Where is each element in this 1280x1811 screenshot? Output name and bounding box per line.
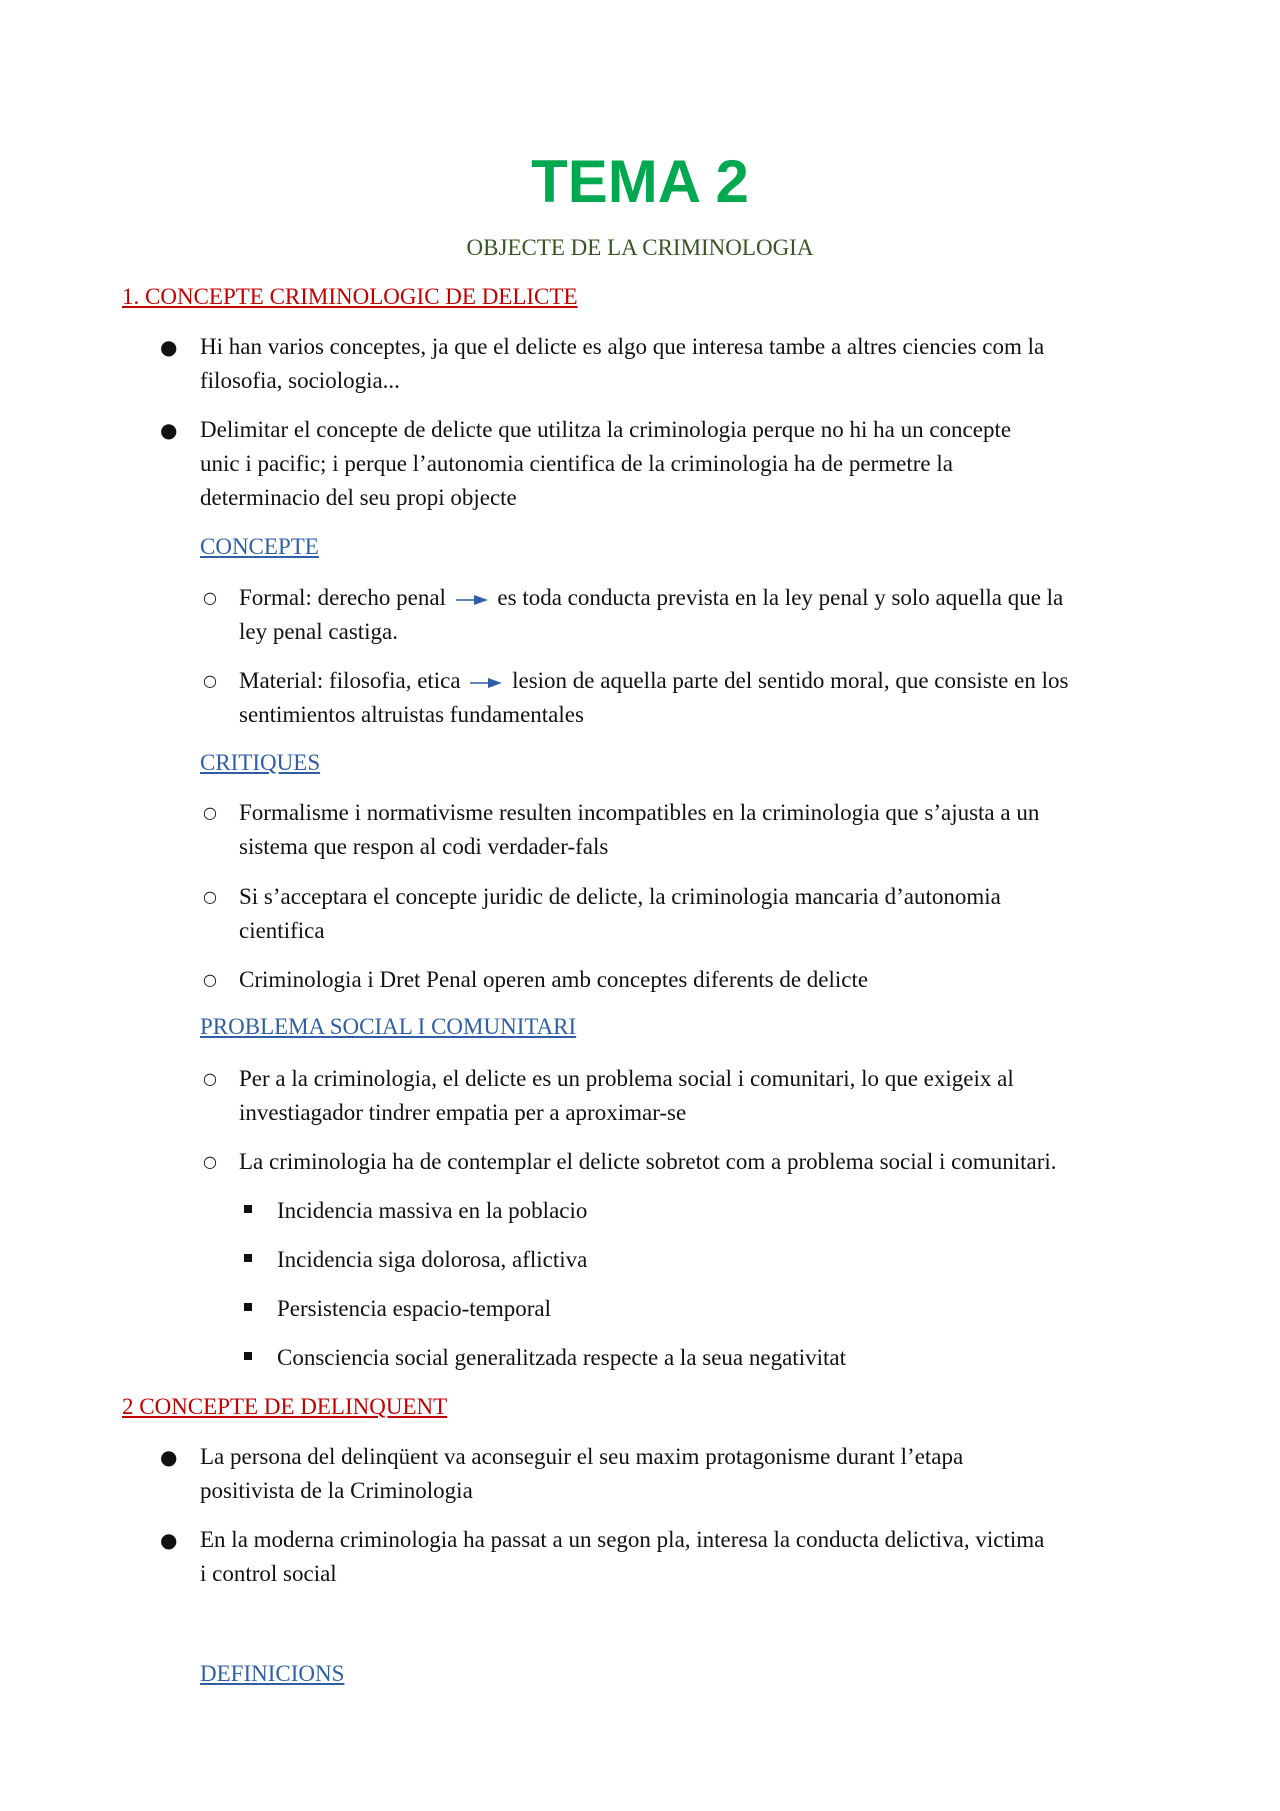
list-item: Formal: derecho penal es toda conducta prevista en la ley penal y solo aquella que la ley penal castiga. <box>239 585 1064 644</box>
bullet-circle-icon: ○ <box>203 887 217 906</box>
bullet-circle-icon: ○ <box>203 1152 217 1171</box>
bullet-disc-icon: ● <box>160 418 178 442</box>
list-item: Criminologia i Dret Penal operen amb conceptes diferents de delicte <box>239 967 869 992</box>
list-item: La criminologia ha de contemplar el delicte sobretot com a problema social i comunitari. <box>239 1149 1057 1174</box>
bullet-circle-icon: ○ <box>203 588 217 607</box>
list-item: Consciencia social generalitzada respecte a la seua negativitat <box>277 1345 846 1370</box>
page-subtitle: OBJECTE DE LA CRIMINOLOGIA <box>466 235 814 260</box>
list-item: Hi han varios conceptes, ja que el delicte es algo que interesa tambe a altres ciencies com la filosofia, sociologia... <box>200 334 1045 393</box>
list-item: Formalisme i normativisme resulten incompatibles en la criminologia que s’ajusta a un sistema que respon al codi verdader-fals <box>239 800 1040 859</box>
right-arrow-icon <box>468 676 504 690</box>
subsection-heading-problema: PROBLEMA SOCIAL I COMUNITARI <box>200 1014 577 1039</box>
list-item: La persona del delinqüent va aconseguir el seu maxim protagonisme durant l’etapa positivista de la Criminologia <box>200 1444 964 1503</box>
section-heading-1: 1. CONCEPTE CRIMINOLOGIC DE DELICTE <box>122 284 578 309</box>
subsection-heading-concepte: CONCEPTE <box>200 534 319 559</box>
bullet-circle-icon: ○ <box>203 803 217 822</box>
list-item: Persistencia espacio-temporal <box>277 1296 551 1321</box>
list-item: Incidencia massiva en la poblacio <box>277 1198 588 1223</box>
list-item: Per a la criminologia, el delicte es un problema social i comunitari, lo que exigeix al investiagador tindrer empatia per a aproximar-se <box>239 1066 1014 1125</box>
list-item: Incidencia siga dolorosa, aflictiva <box>277 1247 588 1272</box>
bullet-square-icon <box>244 1303 252 1311</box>
bullet-square-icon <box>244 1254 252 1262</box>
page-title: TEMA 2 <box>531 148 749 215</box>
right-arrow-icon <box>454 593 490 607</box>
bullet-disc-icon: ● <box>160 1445 178 1469</box>
bullet-circle-icon: ○ <box>203 1069 217 1088</box>
section-heading-2: 2 CONCEPTE DE DELINQUENT <box>122 1394 448 1419</box>
list-item: Si s’acceptara el concepte juridic de delicte, la criminologia mancaria d’autonomia cientifica <box>239 884 1001 943</box>
bullet-square-icon <box>244 1352 252 1360</box>
bullet-circle-icon: ○ <box>203 970 217 989</box>
list-item: En la moderna criminologia ha passat a un segon pla, interesa la conducta delictiva, victima i control social <box>200 1527 1045 1586</box>
bullet-disc-icon: ● <box>160 335 178 359</box>
bullet-circle-icon: ○ <box>203 671 217 690</box>
subsection-heading-definicions: DEFINICIONS <box>200 1661 345 1686</box>
bullet-disc-icon: ● <box>160 1528 178 1552</box>
list-item: Delimitar el concepte de delicte que utilitza la criminologia perque no hi ha un concepte unic i pacific; i perque l’autonomia cientifica de la criminologia ha de permetre la determinacio del seu propi objecte <box>200 417 1012 510</box>
subsection-heading-critiques: CRITIQUES <box>200 750 321 775</box>
list-item: Material: filosofia, etica lesion de aquella parte del sentido moral, que consiste en los sentimientos altruistas fundamentales <box>239 668 1069 727</box>
bullet-square-icon <box>244 1205 252 1213</box>
